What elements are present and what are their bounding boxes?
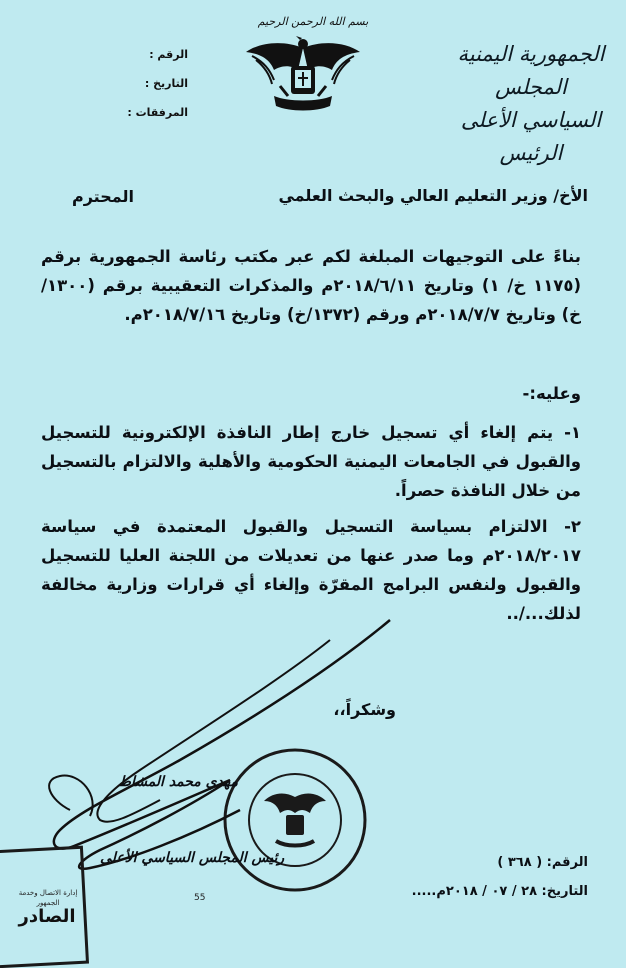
ref-attachments-label: المرفقات :	[127, 106, 188, 119]
ref-date-label: التاريخ :	[144, 77, 188, 90]
body-paragraph-point-1: ١- يتم إلغاء أي تسجيل خارج إطار النافذة الإلكترونية للتسجيل والقبول في الجامعات اليمنية الحكومية والأهلية والالتزام بالتسجيل من خلال النافذة حصراً.	[41, 423, 581, 500]
body-paragraph-point-2: ٢- الالتزام بسياسة التسجيل والقبول المعتمدة في سياسة ٢٠١٨/٢٠١٧م وما صدر عنها من تعديلات من اللجنة العليا للتسجيل والقبول ولنفس البرامج المقرّة وإلغاء أي قرارات وزارية مخالفة لذلك.../..	[41, 517, 581, 623]
reference-fields	[108, 40, 188, 127]
letterhead-line-council: المجلس السياسي الأعلى	[460, 75, 602, 132]
letterhead-line-country: الجمهورية اليمنية	[457, 42, 605, 66]
handwritten-signature-icon	[30, 610, 410, 890]
letterhead	[456, 38, 606, 170]
page-number: 55	[194, 893, 206, 903]
document-date: التاريخ: ٢٨ / ٠٧ / ٢٠١٨م.....	[411, 884, 588, 899]
ref-number-label: الرقم :	[149, 48, 188, 61]
honorific: المحترم	[72, 187, 134, 206]
outgoing-stamp-label: الصادر	[18, 906, 76, 927]
letterhead-line-president: الرئيس	[499, 141, 563, 165]
body-paragraph-therefore: وعليه:-	[522, 384, 581, 403]
outgoing-stamp-department: إدارة الاتصال وخدمة الجمهور	[18, 889, 78, 907]
eagle-emblem-icon	[244, 30, 362, 116]
signer-title: رئيس المجلس السياسي الأعلى	[100, 850, 285, 866]
signer-name: مهدي محمد المشاط	[118, 774, 238, 790]
body-paragraph-intro: بناءً على التوجيهات المبلغة لكم عبر مكتب رئاسة الجمهورية برقم (١١٧٥ خ/ ١) وتاريخ ٢٠١٨/٦/١١م والمذكرات التعقيبية برقم (١٣٠٠/خ) وتاريخ ٢٠١٨/٧/٧م ورقم (١٣٧٢/خ) وتاريخ ٢٠١٨/٧/١٦م.	[41, 247, 581, 324]
document-number: الرقم: ( ٣٦٨ )	[497, 855, 588, 870]
addressee: الأخ/ وزير التعليم العالي والبحث العلمي	[278, 186, 588, 205]
bismillah: بسم الله الرحمن الرحيم	[257, 15, 369, 28]
closing: وشكراً،،	[333, 700, 396, 719]
